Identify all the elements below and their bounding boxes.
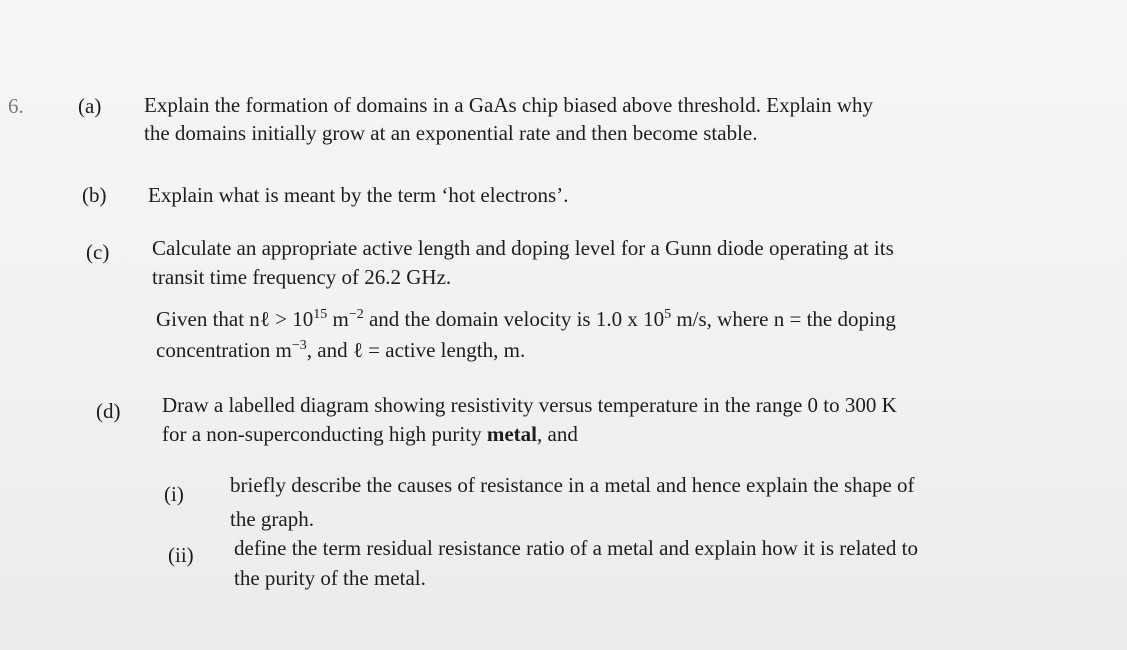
part-d-line-1: Draw a labelled diagram showing resistivity versus temperature in the range 0 to 300 K (162, 393, 897, 417)
subpart-i-line-1: briefly describe the causes of resistance in a metal and hence explain the shape of (230, 473, 915, 497)
part-a-line-2: the domains initially grow at an exponential rate and then become stable. (144, 121, 758, 145)
part-a-label: (a) (78, 94, 102, 118)
part-c-given-line-1: Given that nℓ > $10^{15}$ $m^{-2}$ and the domain velocity is 1.0 x $10^5$ m/s, where n = the doping (156, 307, 896, 331)
subpart-i-line-2: the graph. (230, 507, 314, 531)
part-a-line-1: Explain the formation of domains in a GaAs chip biased above threshold. Explain why (144, 93, 874, 117)
part-c-given-line-2: concentration $m^{-3}$, and ℓ = active length, m. (156, 338, 526, 362)
question-number: 6. (8, 94, 24, 118)
subpart-ii-label: (ii) (168, 543, 194, 567)
part-c-line-2: transit time frequency of 26.2 GHz. (152, 265, 452, 289)
part-b-label: (b) (82, 183, 107, 207)
part-c-label: (c) (86, 240, 110, 264)
part-d-label: (d) (96, 399, 121, 423)
part-d-line-2: for a non-superconducting high purity metal, and (162, 422, 578, 446)
subpart-ii-line-2: the purity of the metal. (234, 566, 426, 590)
subpart-i-label: (i) (164, 482, 184, 506)
part-c-line-1: Calculate an appropriate active length and doping level for a Gunn diode operating at its (152, 236, 894, 260)
part-b-line-1: Explain what is meant by the term ‘hot electrons’. (148, 183, 569, 207)
subpart-ii-line-1: define the term residual resistance ratio of a metal and explain how it is related to (234, 536, 918, 560)
